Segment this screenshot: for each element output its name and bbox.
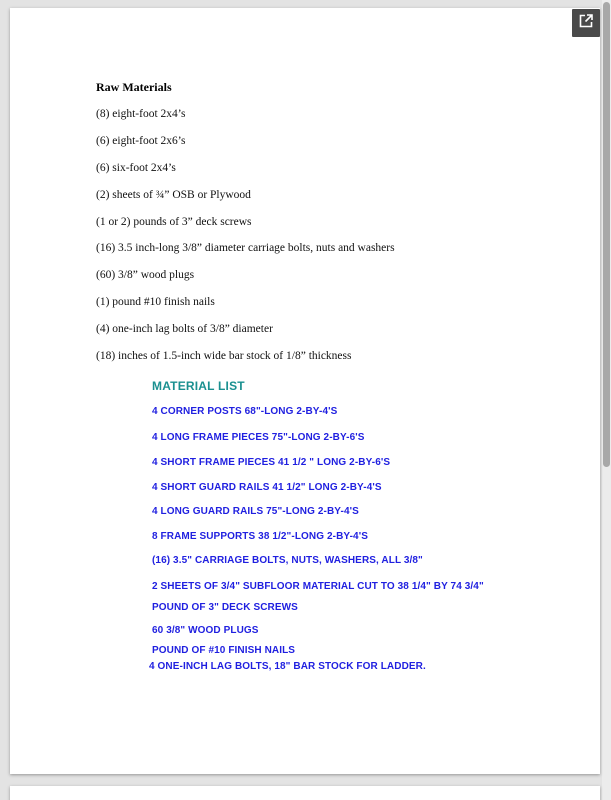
material-item: 4 SHORT GUARD RAILS 41 1/2" LONG 2-BY-4'S bbox=[152, 482, 382, 493]
material-item: 2 SHEETS OF 3/4" SUBFLOOR MATERIAL CUT TO 38 1/4" BY 74 3/4" bbox=[152, 581, 484, 592]
raw-materials-heading: Raw Materials bbox=[96, 80, 172, 94]
material-item: (16) 3.5" CARRIAGE BOLTS, NUTS, WASHERS, ALL 3/8" bbox=[152, 555, 423, 566]
document-page bbox=[10, 8, 600, 774]
material-item: POUND OF 3" DECK SCREWS bbox=[152, 602, 298, 613]
material-item: 4 LONG GUARD RAILS 75"-LONG 2-BY-4'S bbox=[152, 506, 359, 517]
material-item: POUND OF #10 FINISH NAILS bbox=[152, 645, 296, 656]
list-item: (1) pound #10 finish nails bbox=[96, 296, 215, 309]
list-item: (18) inches of 1.5-inch wide bar stock of 1/8” thickness bbox=[96, 350, 352, 363]
list-item: (8) eight-foot 2x4’s bbox=[96, 108, 186, 120]
material-item: 4 CORNER POSTS 68"-LONG 2-BY-4'S bbox=[152, 406, 338, 417]
material-item: 4 LONG FRAME PIECES 75"-LONG 2-BY-6'S bbox=[152, 432, 365, 443]
scrollbar-thumb[interactable] bbox=[603, 2, 610, 467]
list-item: (60) 3/8” wood plugs bbox=[96, 269, 195, 282]
open-in-new-button[interactable] bbox=[572, 9, 600, 37]
raw-materials-list bbox=[96, 107, 395, 376]
material-item: 60 3/8" WOOD PLUGS bbox=[152, 625, 259, 636]
list-item: (2) sheets of ¾” OSB or Plywood bbox=[96, 188, 251, 201]
next-document-page bbox=[10, 786, 600, 800]
list-item: (4) one-inch lag bolts of 3/8” diameter bbox=[96, 323, 273, 336]
material-list-heading: MATERIAL LIST bbox=[152, 379, 245, 393]
material-item: 4 ONE-INCH LAG BOLTS, 18" BAR STOCK FOR LADDER. bbox=[149, 661, 426, 672]
material-item: 8 FRAME SUPPORTS 38 1/2"-LONG 2-BY-4'S bbox=[152, 531, 368, 542]
list-item: (6) eight-foot 2x6’s bbox=[96, 134, 186, 147]
list-item: (16) 3.5 inch-long 3/8” diameter carriage bolts, nuts and washers bbox=[96, 242, 395, 255]
vertical-scrollbar[interactable] bbox=[602, 0, 611, 800]
list-item: (1 or 2) pounds of 3” deck screws bbox=[96, 215, 252, 228]
list-item: (6) six-foot 2x4’s bbox=[96, 161, 176, 174]
open-in-new-icon bbox=[579, 14, 593, 33]
material-item: 4 SHORT FRAME PIECES 41 1/2 " LONG 2-BY-6'S bbox=[152, 457, 391, 468]
